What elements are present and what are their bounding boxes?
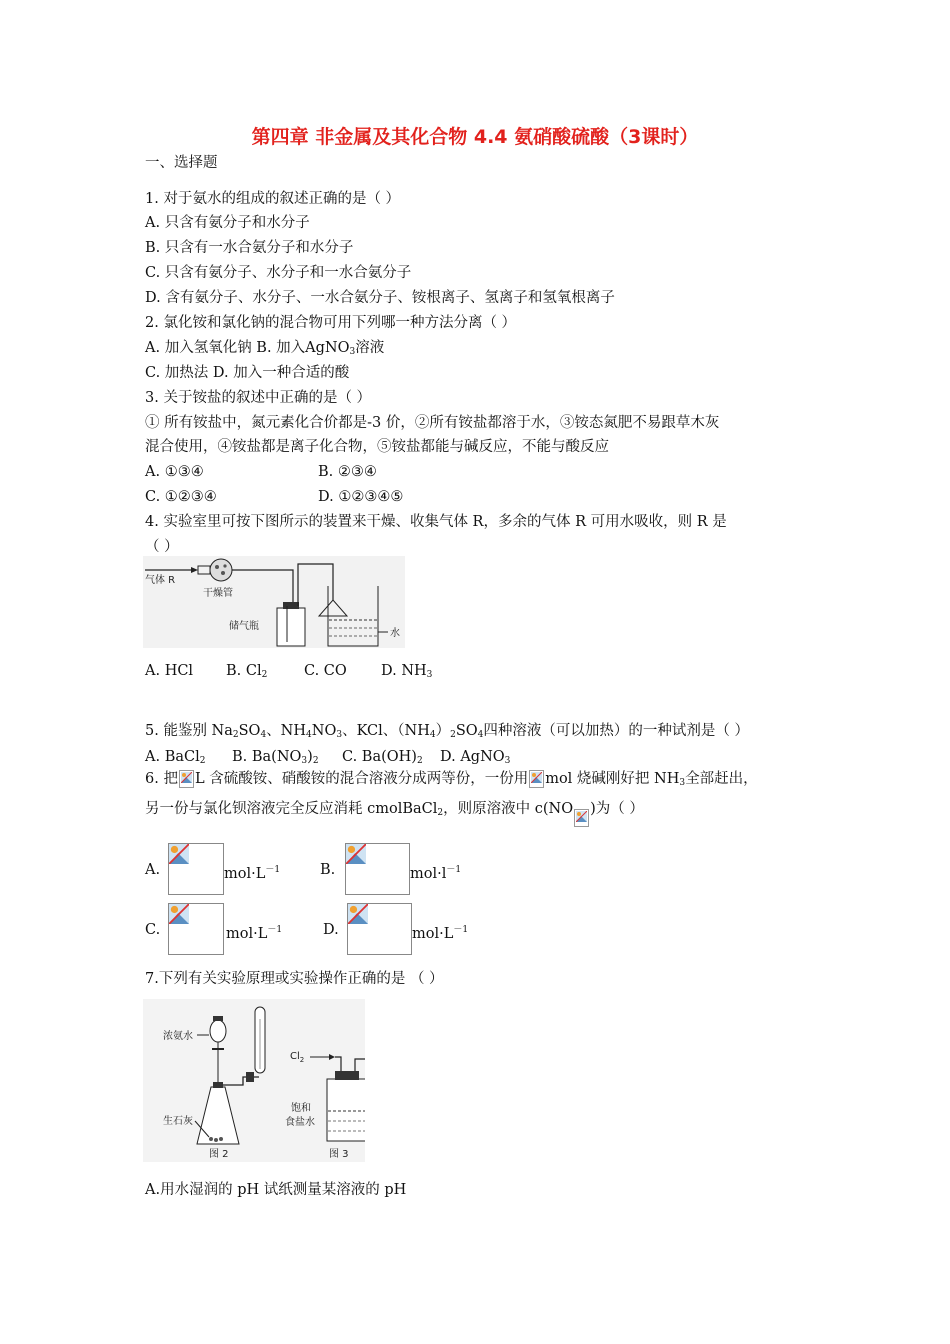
q6-option-c-unit (226, 921, 282, 943)
q5-sub: 2 (450, 730, 456, 740)
q6-sup: －1 (267, 925, 283, 935)
q3-option-b: B. ②③④ (318, 464, 377, 480)
q5-a-text: A. BaCl (145, 749, 200, 765)
drying-tube-bulb (210, 559, 232, 581)
q5-b-sub: 2 (312, 756, 319, 766)
q2-stem: 2. 氯化铵和氯化钠的混合物可用下列哪一种方法分离（ ） (145, 315, 517, 331)
q5-c-text: C. Ba(OH) (342, 749, 417, 765)
q4-b-sub: 2 (261, 670, 268, 680)
cl2-text: Cl (290, 1051, 300, 1062)
q6-t: L 含硫酸铵、硝酸铵的混合溶液分成两等份，一份用 (194, 771, 529, 787)
q2-options-cd: C. 加热法 D. 加入一种合适的酸 (145, 365, 350, 381)
q5-d-sub: 3 (504, 756, 511, 766)
washing-bottle (327, 1079, 365, 1141)
q6-t: )为（ ） (590, 801, 644, 817)
drying-granule (223, 564, 226, 567)
drying-granule (215, 565, 219, 569)
q4-d-sub: 3 (426, 670, 433, 680)
q4-option-d (381, 662, 432, 684)
q6-option-a-label: A. (145, 862, 161, 878)
q5-option-d (440, 748, 510, 770)
broken-image-icon (179, 770, 194, 788)
q6-sub: 3 (679, 778, 686, 788)
q6-option-b-label: B. (320, 862, 336, 878)
q6-t: 全部赶出， (685, 771, 758, 787)
broken-image-placeholder (168, 843, 224, 895)
q5-t: SO (455, 723, 478, 739)
funnel-stopper (213, 1016, 223, 1021)
lime-granule (219, 1137, 223, 1141)
q6-t: 6. 把 (145, 771, 178, 787)
q5-sub: 4 (260, 730, 267, 740)
q6-sup: －1 (265, 865, 281, 875)
q5-sub: 4 (429, 730, 436, 740)
q6-unit: mol·L (224, 866, 266, 882)
q3-option-a: A. ①③④ (145, 464, 204, 480)
q1-stem: 1. 对于氨水的组成的叙述正确的是（ ） (145, 191, 401, 207)
section-heading: 一、选择题 (145, 155, 218, 171)
q6-stem-2 (145, 800, 644, 827)
q3-option-d: D. ①②③④⑤ (318, 489, 404, 505)
cl2-sub: 2 (299, 1056, 305, 1064)
q5-c-sub: 2 (416, 756, 423, 766)
q5-option-b (232, 748, 319, 770)
q4-stem-2: （ ） (145, 539, 179, 555)
brine-label-2: 食盐水 (285, 1117, 315, 1128)
lime-granule (209, 1137, 213, 1141)
broken-image-placeholder (347, 903, 412, 955)
q5-d-text: D. AgNO (440, 749, 505, 765)
q5-sub: 3 (336, 730, 343, 740)
q6-sub: 2 (437, 808, 444, 818)
q6-option-d-unit (412, 921, 468, 943)
q4-option-c: C. CO (304, 663, 347, 679)
q5-t: 、NH (266, 723, 307, 739)
drying-tube-label: 干燥管 (203, 588, 233, 599)
q6-option-b-unit (410, 861, 461, 883)
q3-option-c: C. ①②③④ (145, 489, 217, 505)
q6-sup: －1 (446, 865, 462, 875)
q5-sub: 4 (306, 730, 312, 740)
q4-d-text: D. NH (381, 663, 427, 679)
q4-apparatus-figure (143, 556, 405, 648)
q6-t: mol 烧碱刚好把 NH (545, 771, 680, 787)
storage-bottle-label: 储气瓶 (229, 621, 259, 632)
q6-unit: mol·L (412, 926, 454, 942)
q7-apparatus-figure (143, 999, 365, 1162)
q2-options-ab (145, 339, 384, 361)
q5-t: 5. 能鉴别 Na (145, 723, 233, 739)
storage-bottle (277, 608, 305, 646)
ammonia-label: 浓氨水 (163, 1031, 193, 1042)
gas-r-label: 气体 R (145, 575, 176, 586)
q5-b-text: B. Ba(NO (232, 749, 302, 765)
figure-2-caption: 图 2 (209, 1149, 229, 1160)
flask-stopper (213, 1082, 223, 1088)
broken-image-icon (574, 809, 589, 827)
q5-t: 、KCl、（NH (342, 723, 430, 739)
broken-image-icon (529, 770, 544, 788)
q4-option-b (226, 662, 267, 684)
q6-unit: mol·l (410, 866, 447, 882)
drying-granule (221, 571, 225, 575)
q5-option-c (342, 748, 423, 770)
q5-b-sub: 3 (301, 756, 308, 766)
q2-ab-post: 溶液 (355, 340, 385, 356)
q2-ab-sub: 3 (349, 347, 356, 357)
water-label: 水 (390, 628, 400, 639)
figure-3-caption: 图 3 (329, 1149, 349, 1160)
page-title: 第四章 非金属及其化合物 4.4 氨硝酸硫酸（3课时） (251, 126, 699, 148)
q5-sub: 4 (477, 730, 484, 740)
q3-stem: 3. 关于铵盐的叙述中正确的是（ ） (145, 390, 372, 406)
broken-image-placeholder (345, 843, 410, 895)
q6-option-d-label: D. (323, 922, 339, 938)
q6-unit: mol·L (226, 926, 268, 942)
q5-t: NO (311, 723, 337, 739)
q5-t: 四种溶液（可以加热）的一种试剂是（ ） (483, 723, 749, 739)
q6-option-c-label: C. (145, 922, 161, 938)
q6-t: ，则原溶液中 c(NO (443, 801, 574, 817)
bottle-stopper (283, 602, 299, 609)
brine-label-1: 饱和 (291, 1103, 311, 1114)
q3-body-1: ① 所有铵盐中，氮元素化合价都是-3 价，②所有铵盐都溶于水，③铵态氮肥不易跟草木灰 (145, 415, 720, 431)
q6-stem-1 (145, 770, 758, 792)
q1-option-d: D. 含有氨分子、水分子、一水合氨分子、铵根离子、氢离子和氢氧根离子 (145, 290, 615, 306)
q4-b-text: B. Cl (226, 663, 262, 679)
q4-stem-1: 4. 实验室里可按下图所示的装置来干燥、收集气体 R，多余的气体 R 可用水吸收，则 R 是 (145, 514, 727, 530)
washing-bottle-stopper (335, 1071, 359, 1080)
q5-stem (145, 722, 749, 744)
q5-sub: 2 (232, 730, 239, 740)
q5-b-text: ) (307, 749, 313, 765)
q6-option-a-unit (224, 861, 280, 883)
separatory-funnel (210, 1020, 226, 1042)
q1-option-b: B. 只含有一水合氨分子和水分子 (145, 240, 354, 256)
lime-granule (214, 1138, 218, 1142)
lime-label: 生石灰 (163, 1116, 193, 1127)
q7-option-a: A.用水湿润的 pH 试纸测量某溶液的 pH (145, 1182, 407, 1198)
q7-stem: 7.下列有关实验原理或实验操作正确的是 （ ） (145, 971, 444, 987)
q6-sup: －1 (453, 925, 469, 935)
broken-image-placeholder (168, 903, 224, 955)
q5-a-sub: 2 (199, 756, 206, 766)
rubber-connector (246, 1072, 254, 1082)
q5-t: SO (238, 723, 261, 739)
q6-t: 另一份与氯化钡溶液完全反应消耗 cmolBaCl (145, 801, 438, 817)
q5-t: ） (435, 723, 451, 739)
q3-body-2: 混合使用，④铵盐都是离子化合物，⑤铵盐都能与碱反应，不能与酸反应 (145, 439, 609, 455)
q2-ab-text: A. 加入氢氧化钠 B. 加入AgNO (145, 340, 350, 356)
q1-option-a: A. 只含有氨分子和水分子 (145, 215, 310, 231)
q5-option-a (145, 748, 205, 770)
q1-option-c: C. 只含有氨分子、水分子和一水合氨分子 (145, 265, 412, 281)
q4-option-a: A. HCl (145, 663, 194, 679)
